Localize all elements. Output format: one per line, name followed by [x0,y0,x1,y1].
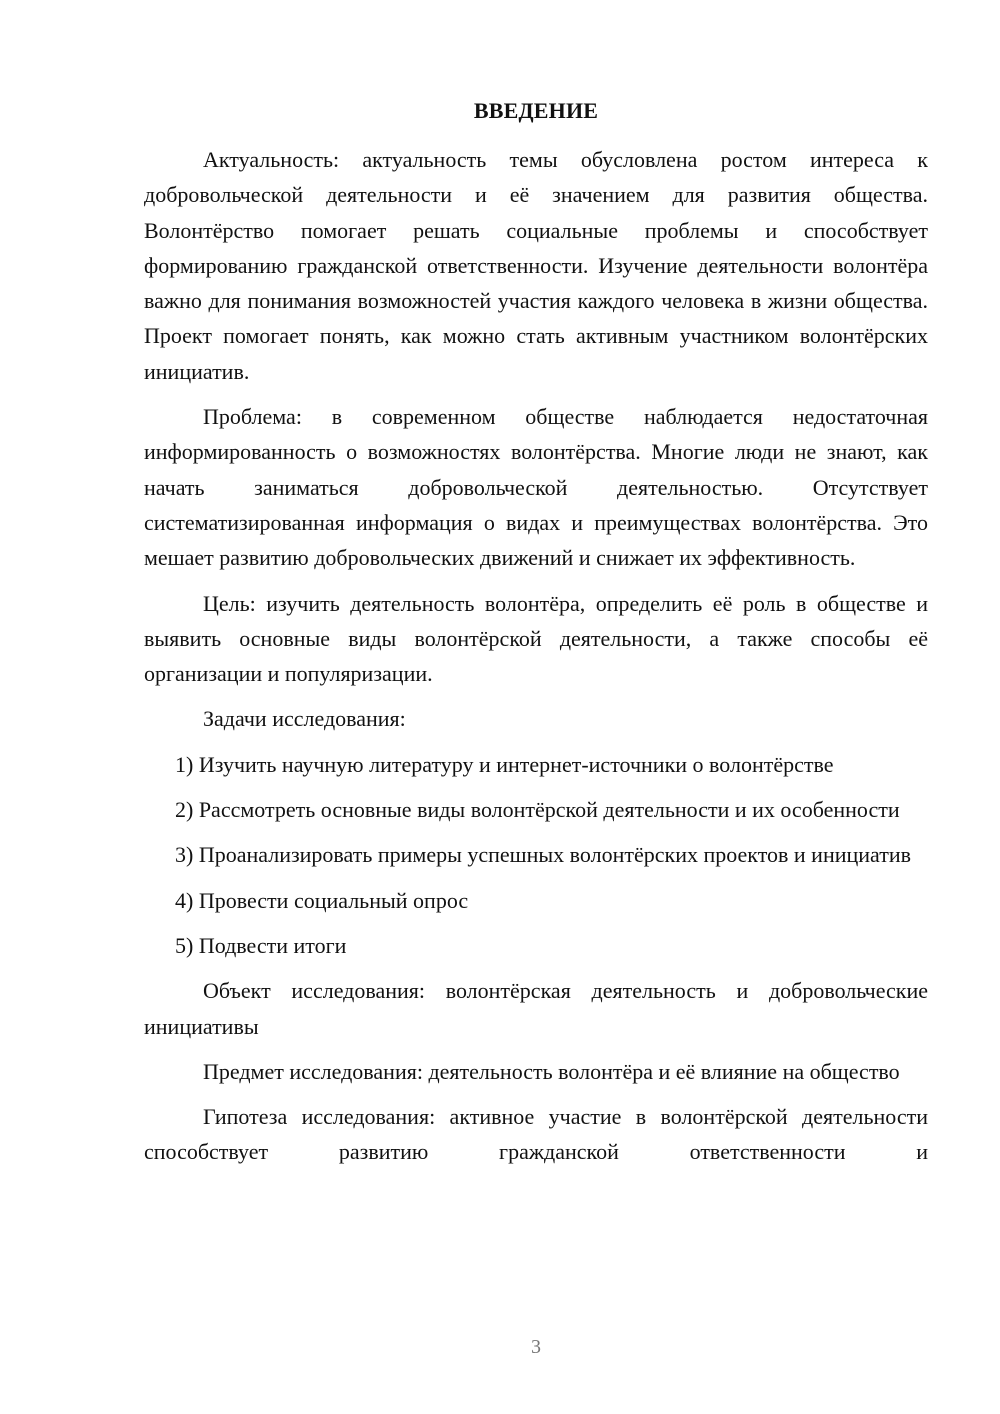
task-item-5: 5) Подвести итоги [175,932,347,958]
task-item-2: 2) Рассмотреть основные виды волонтёрской деятельности и их особенности [175,797,900,823]
page-title: ВВЕДЕНИЕ [473,98,599,123]
relevance-paragraph: Актуальность: актуальность темы обусловлена ростом интереса к добровольческой деятельности и её значением для развития общества. Волонтёрство помогает решать социальные проблемы и способствует формированию гражданской ответственности. Изучение деятельности волонтёра важно для понимания возможностей участия каждого человека в жизни общества. Проект помогает понять, как можно стать активным участником волонтёрских инициатив. [144,147,928,384]
tasks-heading: Задачи исследования: [203,706,406,732]
goal-paragraph: Цель: изучить деятельность волонтёра, определить её роль в обществе и выявить основные виды волонтёрской деятельности, а также способы её организации и популяризации. [144,590,928,687]
task-item-3: 3) Проанализировать примеры успешных волонтёрских проектов и инициатив [175,842,912,868]
page-number: 3 [531,1336,541,1358]
problem-paragraph: Проблема: в современном обществе наблюдается недостаточная информированность о возможностях волонтёрства. Многие люди не знают, как начать заниматься добровольческой деятельностью. Отсутствует систематизированная информация о видах и преимуществах волонтёрства. Это мешает развитию добровольческих движений и снижает их эффективность. [144,404,928,571]
document-body [144,142,928,1180]
task-item-1: 1) Изучить научную литературу и интернет-источники о волонтёрстве [175,751,834,777]
object-paragraph: Объект исследования: волонтёрская деятельность и добровольческие инициативы [144,978,928,1039]
subject-paragraph: Предмет исследования: деятельность волонтёра и её влияние на общество [203,1058,900,1084]
task-item-4: 4) Провести социальный опрос [175,887,469,913]
hypothesis-paragraph: Гипотеза исследования: активное участие в волонтёрской деятельности способствует развитию гражданской ответственности и [144,1104,928,1165]
